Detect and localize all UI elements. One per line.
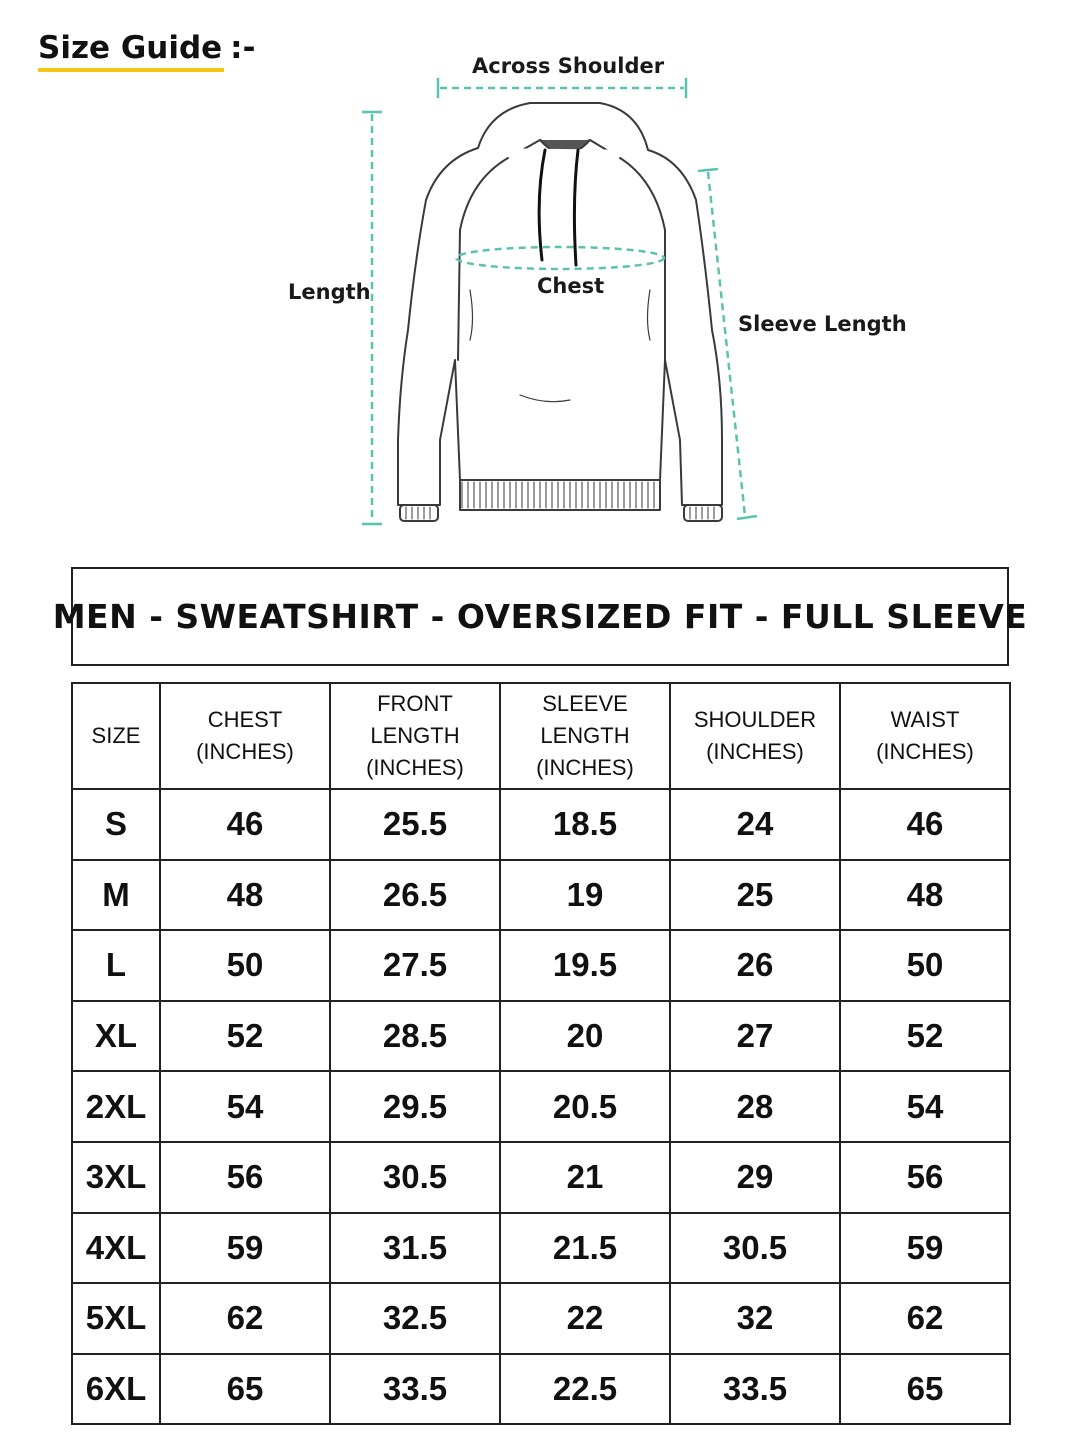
chest-cell: 65 [160,1354,330,1425]
waist-cell: 50 [840,930,1010,1001]
across-shoulder-guide [438,78,686,98]
waist-cell: 62 [840,1283,1010,1354]
shoulder-cell: 32 [670,1283,840,1354]
waist-cell: 59 [840,1213,1010,1284]
chest-cell: 62 [160,1283,330,1354]
length-label: Length [288,280,371,304]
table-row [72,1354,1010,1425]
chest-label: Chest [537,274,605,298]
waist-cell: 54 [840,1071,1010,1142]
size-cell: 5XL [72,1283,160,1354]
sleeve-length-cell: 20.5 [500,1071,670,1142]
shoulder-cell: 33.5 [670,1354,840,1425]
chest-cell: 52 [160,1001,330,1072]
header-size: SIZE [72,683,160,789]
chest-cell: 59 [160,1213,330,1284]
table-row [72,789,1010,860]
waist-cell: 52 [840,1001,1010,1072]
front-length-cell: 25.5 [330,789,500,860]
shoulder-cell: 24 [670,789,840,860]
shoulder-cell: 30.5 [670,1213,840,1284]
table-row [72,1001,1010,1072]
header-shoulder: SHOULDER (INCHES) [670,683,840,789]
sleeve-length-cell: 19.5 [500,930,670,1001]
hoodie-illustration [398,103,722,521]
table-header-row [72,683,1010,789]
waist-cell: 48 [840,860,1010,931]
size-guide-title: Size Guide [38,30,223,66]
waist-cell: 56 [840,1142,1010,1213]
sleeve-length-cell: 21 [500,1142,670,1213]
table-title-box [52,567,1028,666]
waist-cell: 46 [840,789,1010,860]
sleeve-length-label: Sleeve Length [738,312,907,336]
table-row [72,930,1010,1001]
table-row [72,1142,1010,1213]
header-chest: CHEST (INCHES) [160,683,330,789]
size-cell: L [72,930,160,1001]
sleeve-length-cell: 22 [500,1283,670,1354]
front-length-cell: 33.5 [330,1354,500,1425]
chest-cell: 46 [160,789,330,860]
front-length-cell: 29.5 [330,1071,500,1142]
shoulder-cell: 25 [670,860,840,931]
table-row [72,1283,1010,1354]
table-row [72,1213,1010,1284]
front-length-cell: 27.5 [330,930,500,1001]
sleeve-length-cell: 18.5 [500,789,670,860]
front-length-cell: 32.5 [330,1283,500,1354]
front-length-cell: 28.5 [330,1001,500,1072]
size-chart-table [71,682,1011,1425]
table-row [72,1071,1010,1142]
waist-cell: 65 [840,1354,1010,1425]
front-length-cell: 26.5 [330,860,500,931]
size-cell: M [72,860,160,931]
sleeve-length-cell: 19 [500,860,670,931]
size-guide-suffix: :- [230,30,256,66]
table-row [72,860,1010,931]
chest-cell: 50 [160,930,330,1001]
shoulder-cell: 26 [670,930,840,1001]
shoulder-cell: 27 [670,1001,840,1072]
size-cell: 4XL [72,1213,160,1284]
header-sleeve-length: SLEEVE LENGTH (INCHES) [500,683,670,789]
chest-cell: 48 [160,860,330,931]
size-cell: 2XL [72,1071,160,1142]
table-title: MEN - SWEATSHIRT - OVERSIZED FIT - FULL SLEEVE [52,597,1028,636]
shoulder-cell: 28 [670,1071,840,1142]
sleeve-length-cell: 20 [500,1001,670,1072]
shoulder-cell: 29 [670,1142,840,1213]
size-cell: XL [72,1001,160,1072]
across-shoulder-label: Across Shoulder [472,54,665,78]
front-length-cell: 30.5 [330,1142,500,1213]
size-cell: S [72,789,160,860]
size-cell: 6XL [72,1354,160,1425]
header-waist: WAIST (INCHES) [840,683,1010,789]
size-cell: 3XL [72,1142,160,1213]
length-guide [362,112,382,524]
header-front-length: FRONT LENGTH (INCHES) [330,683,500,789]
chest-cell: 56 [160,1142,330,1213]
sleeve-length-cell: 21.5 [500,1213,670,1284]
chest-cell: 54 [160,1071,330,1142]
sleeve-length-cell: 22.5 [500,1354,670,1425]
front-length-cell: 31.5 [330,1213,500,1284]
